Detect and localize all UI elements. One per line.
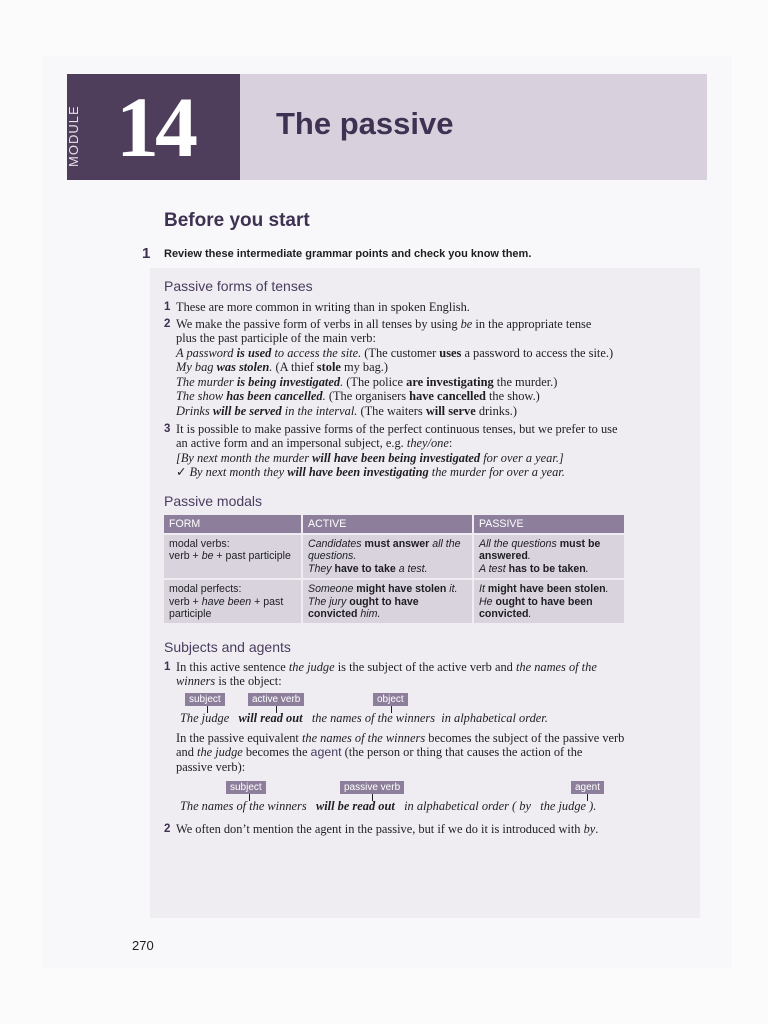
active-sentence: The judge will read out the names of the winners in alphabetical order.	[180, 711, 548, 725]
table-row	[164, 579, 624, 623]
active-verb-tag: active verb	[248, 693, 304, 706]
exercise-instruction: Review these intermediate grammar points and check you know them.	[164, 248, 532, 260]
point-number: 1	[164, 661, 171, 673]
check-icon: ✓	[176, 465, 187, 479]
table-cell: modal verbs: verb + be + past participle	[164, 534, 302, 579]
subjects-agents-heading: Subjects and agents	[164, 639, 291, 655]
explanation-text: and the judge becomes the agent (the person or thing that causes the action of the	[176, 745, 583, 759]
point-text: These are more common in writing than in spoken English.	[176, 300, 470, 314]
point-number: 3	[164, 423, 171, 435]
point-number: 2	[164, 823, 171, 835]
exercise-number: 1	[142, 245, 151, 262]
example-line: The show has been cancelled. (The organisers have cancelled the show.)	[176, 389, 540, 403]
point-text: winners is the object:	[176, 674, 282, 688]
passive-sentence: The names of the winners will be read out in alphabetical order ( by the judge ).	[180, 799, 597, 813]
example-line: Drinks will be served in the interval. (The waiters will serve drinks.)	[176, 404, 518, 418]
module-label: MODULE	[66, 105, 81, 167]
explanation-text: In the passive equivalent the names of the winners becomes the subject of the passive verb	[176, 731, 625, 745]
correct-example: ✓ By next month they will have been investigating the murder for over a year.	[176, 465, 565, 479]
subject-tag: subject	[185, 693, 225, 706]
example-line: A password is used to access the site. (The customer uses a password to access the site.)	[176, 346, 614, 360]
passive-verb-tag: passive verb	[340, 781, 404, 794]
passive-modals-heading: Passive modals	[164, 493, 263, 509]
column-header: ACTIVE	[302, 515, 473, 534]
example-line: My bag was stolen. (A thief stole my bag.)	[176, 360, 389, 374]
table-cell: modal perfects: verb + have been + past participle	[164, 579, 302, 623]
point-text: We make the passive form of verbs in all tenses by using be in the appropriate tense	[176, 317, 592, 331]
table-header-row	[164, 515, 624, 534]
object-tag: object	[373, 693, 408, 706]
table-cell: All the questions must be answered. A test has to be taken.	[473, 534, 624, 579]
example-line: The murder is being investigated. (The police are investigating the murder.)	[176, 375, 558, 389]
table-cell: Someone might have stolen it. The jury ought to have convicted him.	[302, 579, 473, 623]
point-number: 2	[164, 318, 171, 330]
point-text: In this active sentence the judge is the subject of the active verb and the names of the	[176, 660, 597, 674]
page-title: The passive	[276, 106, 454, 141]
section-heading: Before you start	[164, 210, 310, 231]
passive-modals-table	[164, 515, 624, 623]
page-number: 270	[132, 938, 154, 953]
passive-forms-heading: Passive forms of tenses	[164, 278, 313, 294]
subject-tag: subject	[226, 781, 266, 794]
table-cell: Candidates must answer all the questions. They have to take a test.	[302, 534, 473, 579]
table-row	[164, 534, 624, 579]
point-number: 1	[164, 301, 171, 313]
column-header: PASSIVE	[473, 515, 624, 534]
table-cell: It might have been stolen. He ought to have been convicted.	[473, 579, 624, 623]
module-number: 14	[116, 79, 194, 175]
point-text: We often don’t mention the agent in the passive, but if we do it is introduced with by.	[176, 822, 599, 836]
agent-tag: agent	[571, 781, 604, 794]
point-text: It is possible to make passive forms of the perfect continuous tenses, but we prefer to use	[176, 422, 618, 436]
point-text: an active form and an impersonal subject, e.g. they/one:	[176, 436, 453, 450]
wrong-example: [By next month the murder will have been being investigated for over a year.]	[176, 451, 564, 465]
column-header: FORM	[164, 515, 302, 534]
point-text: plus the past participle of the main verb:	[176, 331, 376, 345]
explanation-text: passive verb):	[176, 760, 246, 774]
